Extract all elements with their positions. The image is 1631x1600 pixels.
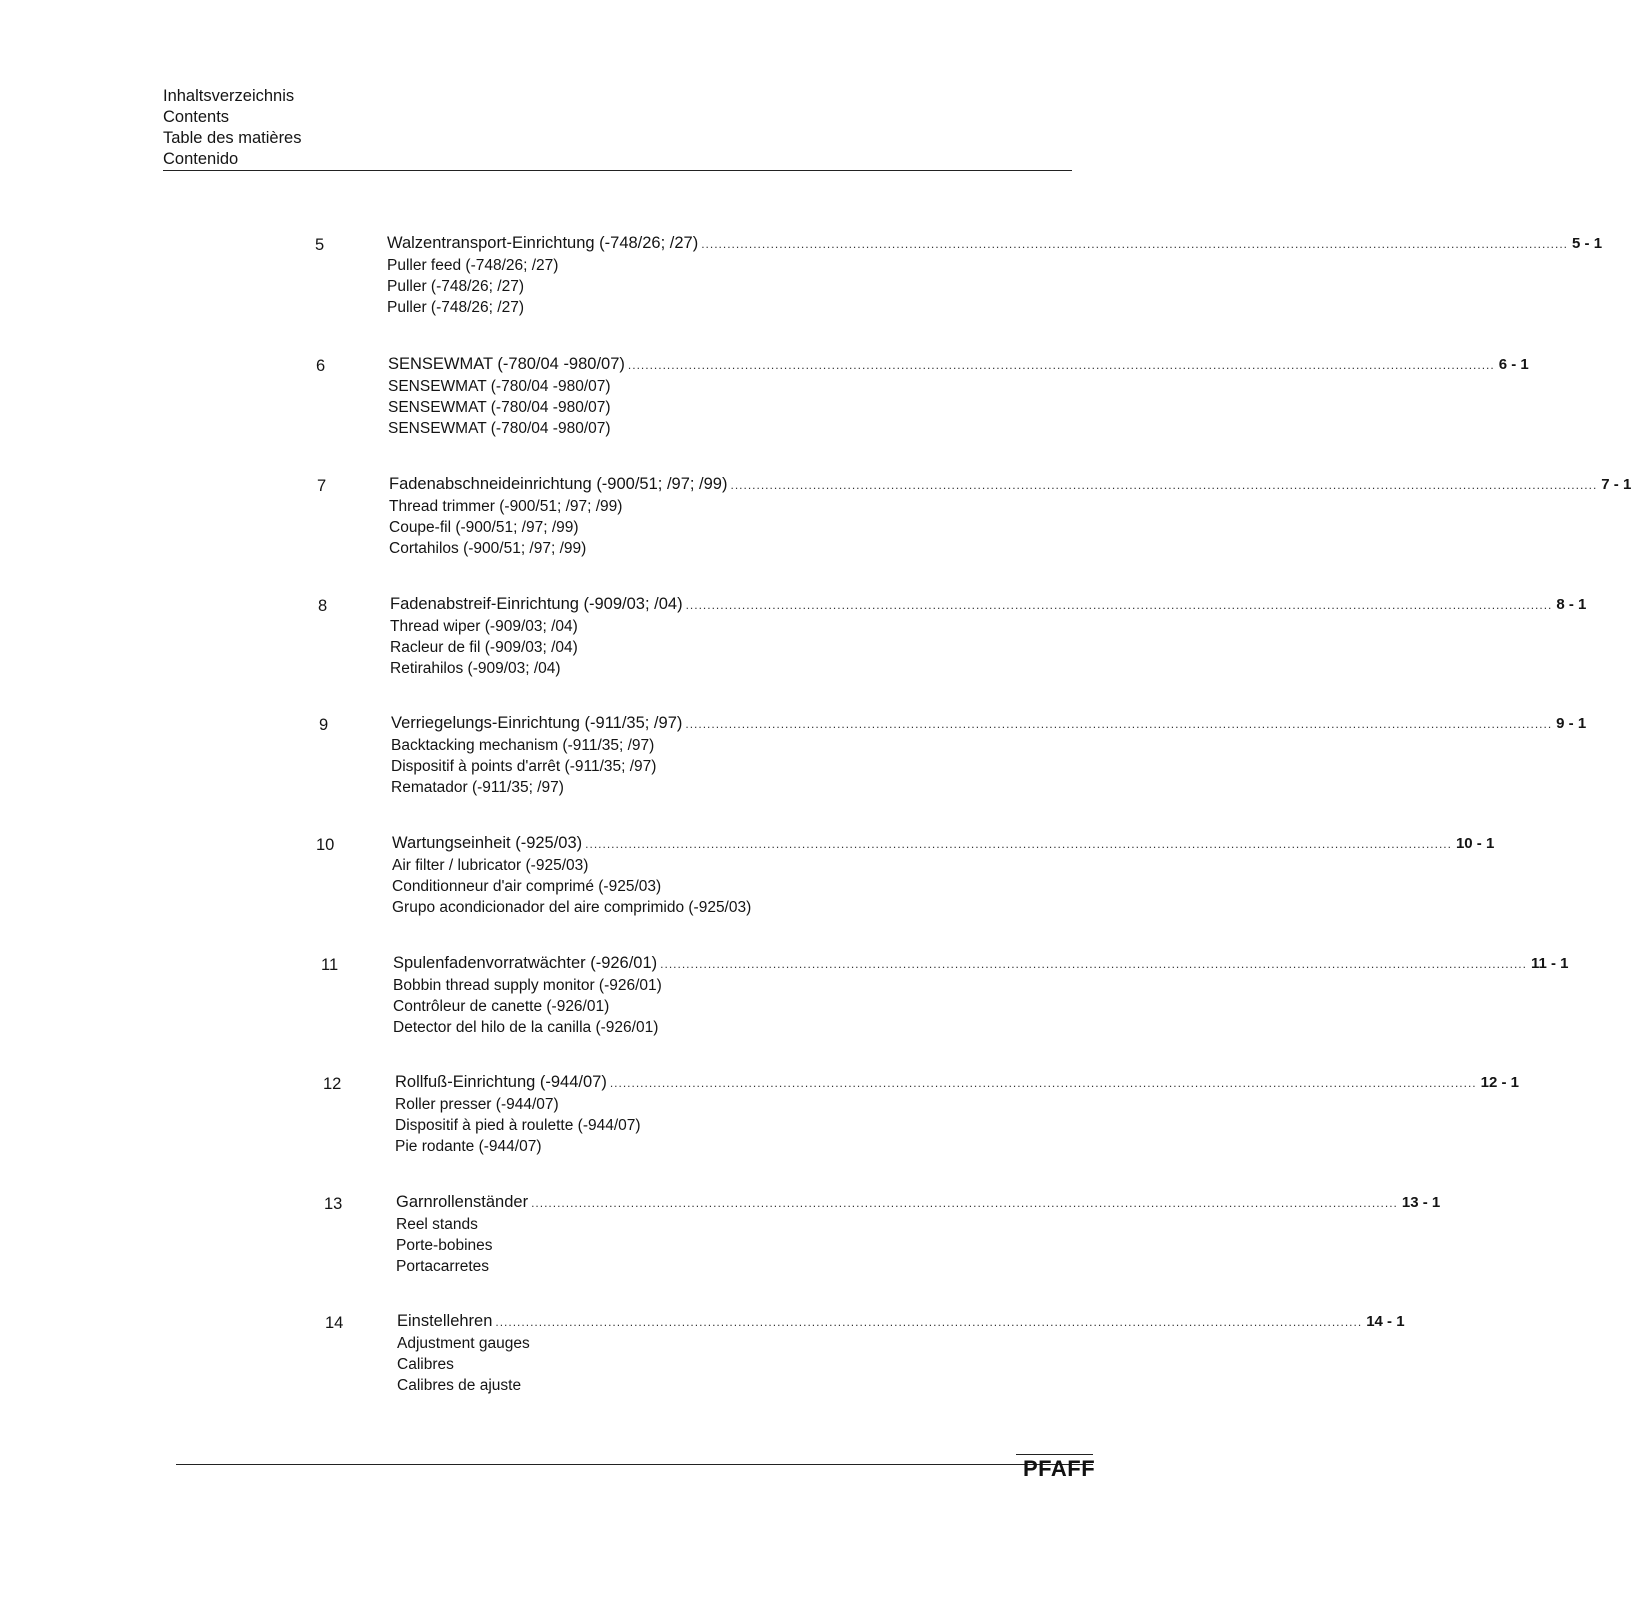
entry-page: 7 - 1 [1601, 476, 1631, 493]
entry-page: 5 - 1 [1572, 235, 1603, 252]
entry-subtitle-en: Backtacking mechanism (-911/35; /97) [391, 737, 655, 754]
entry-subtitle-es: Portacarretes [396, 1258, 490, 1275]
toc-entry-7[interactable] [317, 474, 1631, 559]
entry-number: 8 [318, 597, 328, 615]
entry-number: 10 [316, 836, 335, 854]
entry-number: 13 [324, 1195, 343, 1213]
entry-page: 8 - 1 [1556, 596, 1587, 613]
entry-page: 11 - 1 [1530, 955, 1569, 972]
entry-page: 10 - 1 [1455, 835, 1495, 852]
dot-leader: ........................................................................................................................................................................................................ [609, 1076, 1477, 1090]
entry-subtitle-es: Calibres de ajuste [397, 1377, 522, 1394]
toc-entry-6[interactable] [316, 354, 1529, 439]
entry-subtitle-en: SENSEWMAT (-780/04 -980/07) [388, 378, 611, 395]
entry-number: 7 [317, 477, 327, 495]
dot-leader: ........................................................................................................................................................................................................ [627, 358, 1495, 372]
entry-subtitle-en: Thread trimmer (-900/51; /97; /99) [389, 498, 623, 515]
entry-title: Rollfuß-Einrichtung (-944/07) [395, 1073, 607, 1091]
entry-subtitle-en: Puller feed (-748/26; /27) [387, 257, 559, 274]
entry-page: 14 - 1 [1366, 1313, 1405, 1330]
pfaff-logo: PFAFF [1023, 1456, 1096, 1481]
entry-title: Fadenabstreif-Einrichtung (-909/03; /04) [390, 595, 683, 613]
header-title-en: Contents [163, 108, 230, 126]
entry-number: 12 [323, 1075, 342, 1093]
entry-subtitle-fr: Dispositif à points d'arrêt (-911/35; /97) [391, 758, 657, 775]
toc-entry-11[interactable] [321, 953, 1569, 1038]
entry-page: 9 - 1 [1556, 715, 1587, 732]
entry-number: 5 [315, 236, 325, 254]
entry-subtitle-es: Pie rodante (-944/07) [395, 1138, 542, 1155]
entry-subtitle-en: Reel stands [396, 1216, 478, 1233]
header-title-fr: Table des matières [163, 129, 302, 147]
entry-page: 12 - 1 [1480, 1074, 1519, 1091]
entry-subtitle-fr: Puller (-748/26; /27) [387, 278, 524, 295]
footer-rule [176, 1464, 1093, 1465]
entry-subtitle-fr: Dispositif à pied à roulette (-944/07) [395, 1117, 641, 1134]
entry-subtitle-en: Bobbin thread supply monitor (-926/01) [393, 977, 662, 994]
entry-number: 9 [319, 716, 329, 734]
dot-leader: ........................................................................................................................................................................................................ [701, 237, 1569, 251]
entry-subtitle-es: Grupo acondicionador del aire comprimido (-925/03) [392, 899, 752, 916]
entry-title: Verriegelungs-Einrichtung (-911/35; /97) [391, 714, 683, 732]
entry-subtitle-es: Puller (-748/26; /27) [387, 299, 524, 316]
entry-number: 11 [321, 956, 339, 974]
entry-subtitle-es: Detector del hilo de la canilla (-926/01) [393, 1019, 659, 1036]
entry-title: Einstellehren [397, 1312, 493, 1330]
entry-subtitle-es: Retirahilos (-909/03; /04) [390, 660, 561, 677]
entry-subtitle-es: Rematador (-911/35; /97) [391, 779, 564, 796]
dot-leader: ........................................................................................................................................................................................................ [730, 478, 1598, 492]
entry-subtitle-en: Adjustment gauges [397, 1335, 530, 1352]
toc-entry-12[interactable] [323, 1072, 1519, 1157]
entry-page: 6 - 1 [1498, 356, 1529, 373]
header-title-de: Inhaltsverzeichnis [163, 87, 295, 105]
dot-leader: ........................................................................................................................................................................................................ [660, 957, 1527, 971]
entry-subtitle-fr: Contrôleur de canette (-926/01) [393, 998, 610, 1015]
entry-page: 13 - 1 [1401, 1194, 1441, 1211]
toc-entry-5[interactable] [315, 233, 1603, 318]
entry-title: Fadenabschneideinrichtung (-900/51; /97; /99) [389, 475, 728, 493]
entry-title: Spulenfadenvorratwächter (-926/01) [393, 954, 658, 972]
dot-leader: ........................................................................................................................................................................................................ [531, 1196, 1398, 1210]
entry-subtitle-en: Thread wiper (-909/03; /04) [390, 618, 578, 635]
dot-leader: ........................................................................................................................................................................................................ [585, 837, 1452, 851]
toc-entry-10[interactable] [316, 833, 1495, 918]
entry-subtitle-fr: SENSEWMAT (-780/04 -980/07) [388, 399, 611, 416]
header-title-es: Contenido [163, 150, 239, 168]
entry-subtitle-en: Roller presser (-944/07) [395, 1096, 559, 1113]
entry-subtitle-fr: Coupe-fil (-900/51; /97; /99) [389, 519, 579, 536]
toc-entry-13[interactable] [324, 1192, 1441, 1277]
entry-title: Wartungseinheit (-925/03) [392, 834, 583, 852]
toc-entry-14[interactable] [325, 1311, 1405, 1396]
entry-subtitle-en: Air filter / lubricator (-925/03) [392, 857, 589, 874]
entry-subtitle-es: SENSEWMAT (-780/04 -980/07) [388, 420, 611, 437]
entry-number: 6 [316, 357, 326, 375]
entry-subtitle-fr: Racleur de fil (-909/03; /04) [390, 639, 578, 656]
entry-subtitle-fr: Calibres [397, 1356, 454, 1373]
entry-title: Garnrollenständer [396, 1193, 529, 1211]
entry-subtitle-fr: Conditionneur d'air comprimé (-925/03) [392, 878, 662, 895]
dot-leader: ........................................................................................................................................................................................................ [685, 717, 1553, 731]
entry-subtitle-fr: Porte-bobines [396, 1237, 493, 1254]
entry-number: 14 [325, 1314, 344, 1332]
entry-subtitle-es: Cortahilos (-900/51; /97; /99) [389, 540, 587, 557]
entry-title: Walzentransport-Einrichtung (-748/26; /27) [387, 234, 699, 252]
entry-title: SENSEWMAT (-780/04 -980/07) [388, 355, 625, 373]
toc-entry-8[interactable] [318, 594, 1587, 679]
dot-leader: ........................................................................................................................................................................................................ [495, 1315, 1363, 1329]
dot-leader: ........................................................................................................................................................................................................ [685, 598, 1553, 612]
footer-logo-rule [1016, 1454, 1093, 1455]
toc-entry-9[interactable] [319, 713, 1587, 798]
